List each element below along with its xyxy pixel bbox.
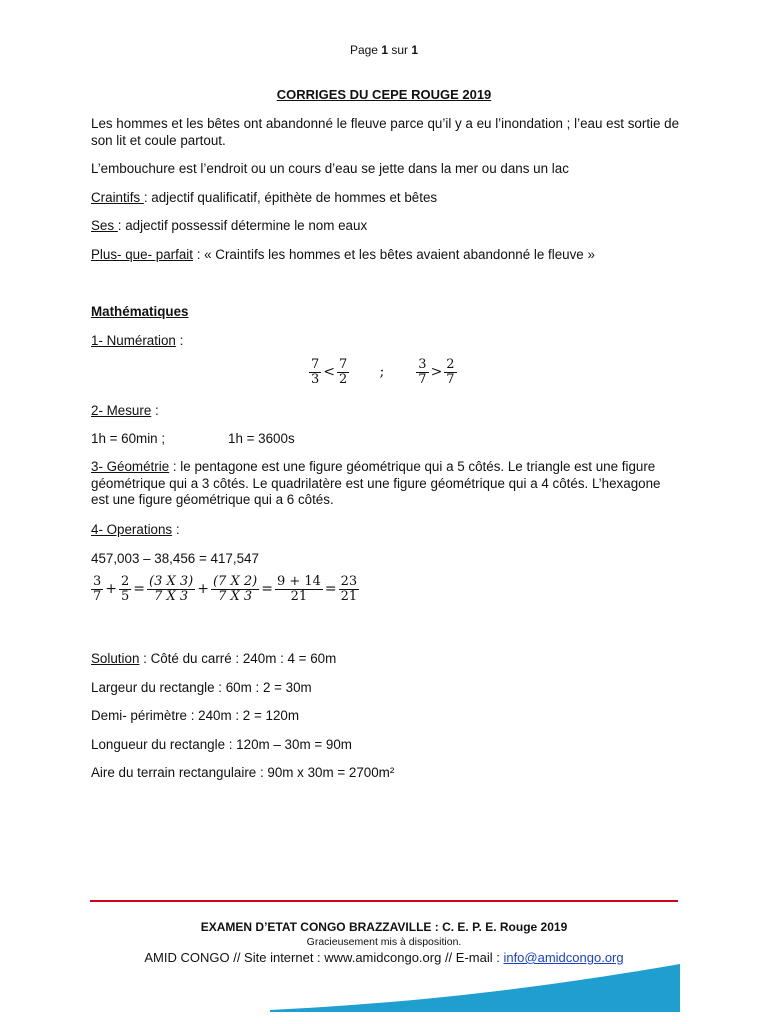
math-heading: Mathématiques	[91, 304, 189, 319]
frac-num: 9 + 14	[276, 574, 321, 589]
solution-step-4: Aire du terrain rectangulaire : 90m x 30m = 2700m²	[91, 765, 395, 780]
frac-num: 2	[446, 357, 455, 372]
solution-label: Solution	[91, 651, 140, 666]
frac-den: 7	[446, 372, 455, 387]
geometrie-paragraph	[91, 459, 681, 509]
frac-den: 3	[311, 372, 320, 387]
page-prefix: Page	[349, 43, 382, 57]
geometrie-text: : le pentagone est une figure géométrique qui a 5 côtés. Le triangle est une figure géométrique qui a 3 côtés. Le quadrilatère est une figure géométrique qui a 4 côtés. L’hexagone est une figure géométrique qui a 6 côtés.	[91, 459, 661, 507]
frac-b	[119, 575, 131, 604]
frac-f	[339, 575, 360, 604]
fraction-7-3	[309, 358, 321, 387]
frac-num: 3	[418, 357, 427, 372]
page-current: 1	[381, 43, 388, 57]
frac-den: 2	[339, 372, 348, 387]
fraction-comparisons	[309, 358, 469, 387]
footer-contact-text: AMID CONGO // Site internet : www.amidcongo.org // E-mail :	[144, 950, 504, 965]
document-title: CORRIGES DU CEPE ROUGE 2019	[276, 87, 492, 102]
geometrie-label: 3- Géométrie	[91, 459, 170, 474]
fraction-2-7	[444, 358, 456, 387]
frac-d	[211, 575, 259, 604]
mesure-label: 2- Mesure	[91, 403, 152, 418]
frac-den: 21	[340, 589, 358, 604]
mesure-values	[91, 431, 681, 448]
frac-num: 7	[311, 357, 320, 372]
frac-den: 7 X 3	[218, 589, 253, 604]
operations-colon: :	[172, 522, 180, 537]
frac-num: 7	[339, 357, 348, 372]
numeration-heading	[91, 333, 681, 350]
footer-title: EXAMEN D’ETAT CONGO BRAZZAVILLE : C. E. P. E. Rouge 2019	[200, 920, 568, 934]
subtraction-line: 457,003 – 38,456 = 417,547	[91, 551, 259, 566]
frac-den: 7	[418, 372, 427, 387]
craintifs-text: : adjectif qualificatif, épithète de hommes et bêtes	[143, 190, 438, 205]
plus-que-parfait-text: : « Craintifs les hommes et les bêtes avaient abandonné le fleuve »	[192, 247, 595, 262]
french-paragraph-3	[91, 190, 681, 207]
fraction-7-2	[337, 358, 349, 387]
fraction-3-7	[416, 358, 428, 387]
equals-sign: =	[324, 581, 337, 598]
frac-num: 3	[93, 574, 102, 589]
operations-label: 4- Operations	[91, 522, 173, 537]
email-link[interactable]: info@amidcongo.org	[503, 950, 624, 965]
hours-to-minutes: 1h = 60min ;	[91, 431, 166, 446]
frac-num: (7 X 2)	[212, 574, 258, 589]
page-mid: sur	[388, 43, 412, 57]
fraction-addition	[91, 575, 391, 604]
equals-sign: =	[133, 581, 146, 598]
equals-sign: =	[261, 581, 273, 598]
plus-que-parfait-label: Plus- que- parfait	[91, 247, 193, 262]
solution-text: : Côté du carré : 240m : 4 = 60m	[139, 651, 337, 666]
frac-den: 7	[93, 589, 102, 604]
french-paragraph-5	[91, 247, 681, 264]
operations-heading	[91, 522, 681, 539]
greater-than-sign: >	[430, 364, 443, 381]
frac-a	[91, 575, 103, 604]
frac-e	[275, 575, 323, 604]
french-paragraph-4	[91, 218, 681, 235]
frac-num: 2	[121, 574, 130, 589]
solution-step-2: Demi- périmètre : 240m : 2 = 120m	[91, 708, 300, 723]
mesure-heading	[91, 403, 681, 420]
numeration-label: 1- Numération	[91, 333, 176, 348]
frac-den: 21	[290, 589, 308, 604]
blue-wave-decoration	[270, 960, 680, 1012]
solution-step-3: Longueur du rectangle : 120m – 30m = 90m	[91, 737, 352, 752]
less-than-sign: <	[323, 364, 336, 381]
frac-den: 5	[121, 589, 130, 604]
footer-divider	[90, 900, 678, 902]
page-number-header	[0, 43, 768, 57]
hours-to-seconds: 1h = 3600s	[228, 431, 295, 446]
plus-sign: +	[105, 581, 118, 598]
footer-subtitle: Gracieusement mis à disposition.	[306, 936, 462, 948]
page-total: 1	[411, 43, 419, 57]
frac-num: 23	[340, 574, 358, 589]
frac-den: 7 X 3	[154, 589, 189, 604]
numeration-colon: :	[175, 333, 184, 348]
frac-num: (3 X 3)	[149, 574, 194, 589]
solution-line	[91, 651, 681, 668]
craintifs-label: Craintifs	[91, 190, 144, 205]
french-paragraph-2: L’embouchure est l’endroit ou un cours d’eau se jette dans la mer ou dans un lac	[91, 161, 569, 176]
plus-sign: +	[197, 581, 209, 598]
wave-shape	[270, 964, 680, 1012]
semicolon: ;	[379, 364, 385, 381]
frac-c	[147, 575, 195, 604]
french-paragraph-1: Les hommes et les bêtes ont abandonné le fleuve parce qu’il y a eu l’inondation ; l’eau est sortie de son lit et coule partout.	[91, 116, 680, 148]
solution-step-1: Largeur du rectangle : 60m : 2 = 30m	[91, 680, 312, 695]
ses-label: Ses	[91, 218, 118, 233]
ses-text: : adjectif possessif détermine le nom eaux	[117, 218, 368, 233]
mesure-colon: :	[151, 403, 159, 418]
